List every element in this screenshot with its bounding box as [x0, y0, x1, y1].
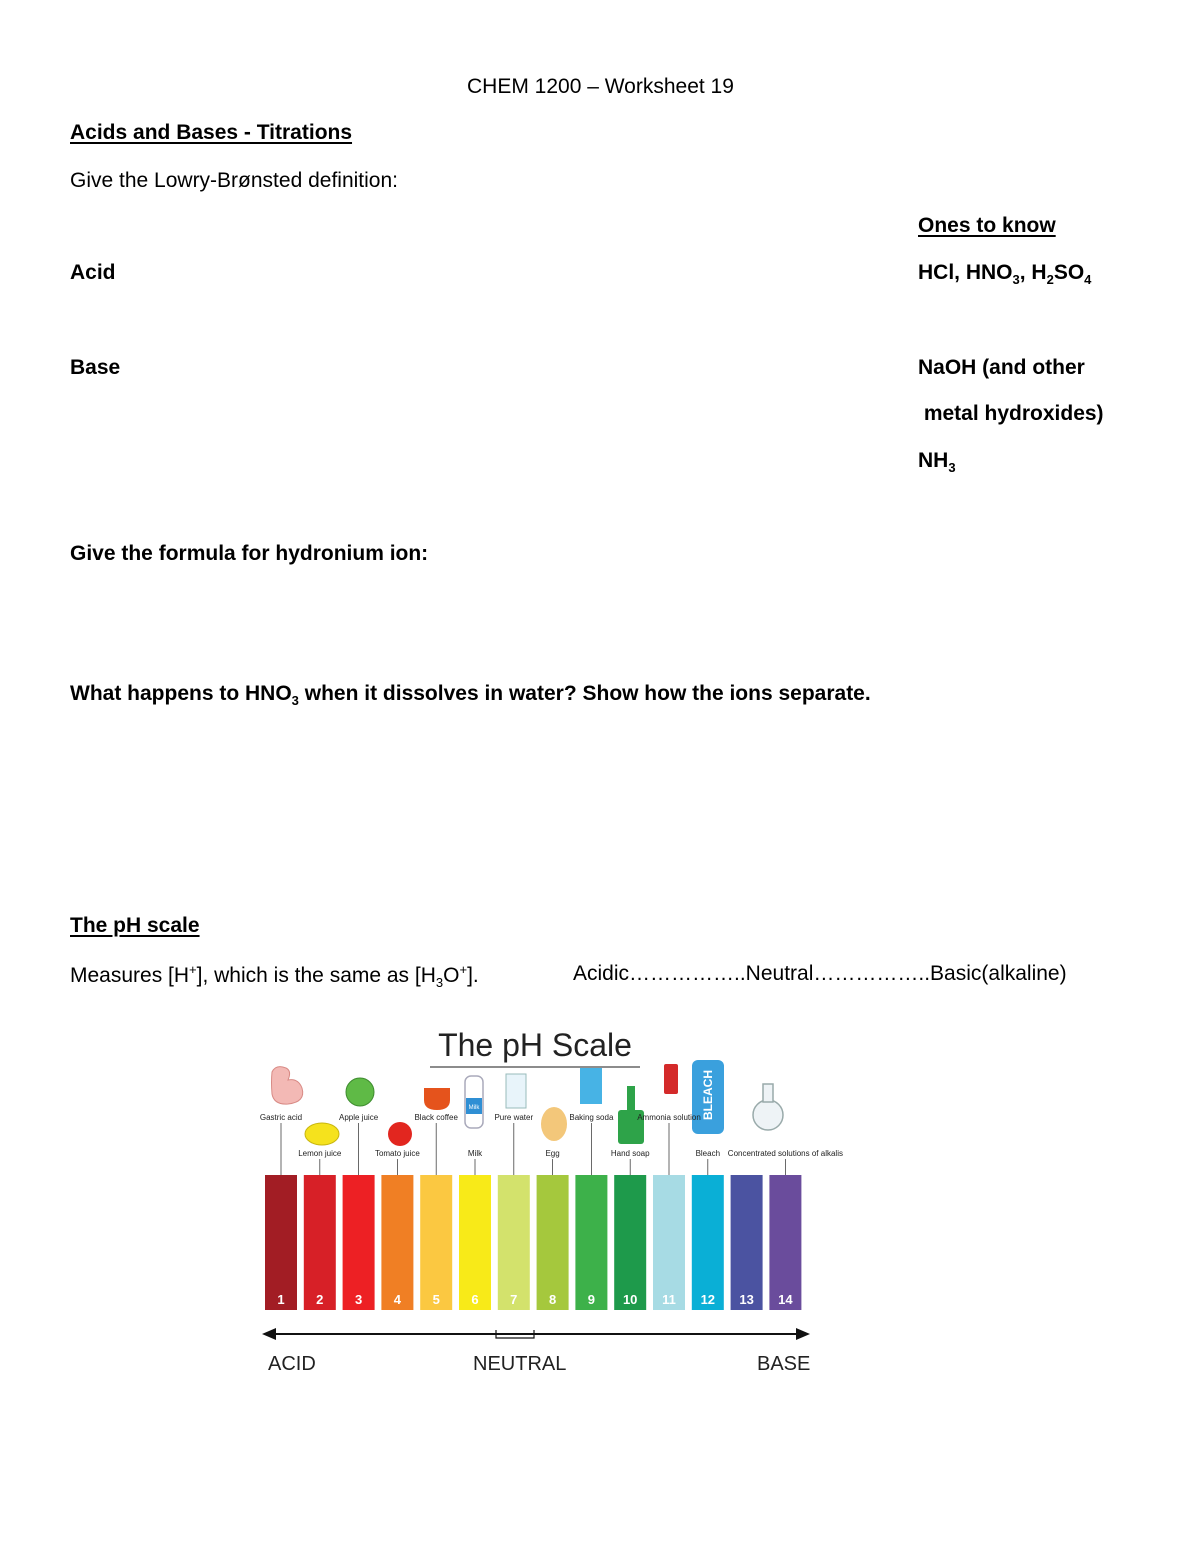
ph-number-4: 4 — [393, 1292, 402, 1307]
subscript: 3 — [291, 693, 299, 709]
baking-soda-icon — [580, 1068, 602, 1104]
base-label: BASE — [757, 1353, 811, 1375]
ph-bar-3 — [343, 1175, 375, 1310]
water-glass-icon — [506, 1074, 526, 1108]
ph-bar-10 — [614, 1175, 646, 1310]
measures-text-a: Measures [H — [70, 964, 190, 987]
label-low-2: Milk — [467, 1149, 483, 1158]
ph-scale-figure — [230, 1020, 843, 1390]
subscript: 2 — [1046, 272, 1054, 288]
label-top-4: Baking soda — [569, 1113, 614, 1122]
tomato-icon — [388, 1122, 412, 1146]
ph-bar-4 — [381, 1175, 413, 1310]
measures-text-b: ], which is the same as [H — [196, 964, 436, 987]
base-example-metal-hydroxides: metal hydroxides) — [918, 402, 1104, 425]
acid-label: ACID — [268, 1353, 316, 1375]
ph-bar-8 — [537, 1175, 569, 1310]
label-low-5: Bleach — [695, 1149, 721, 1158]
apple-icon — [346, 1078, 374, 1106]
label-top-3: Pure water — [494, 1113, 534, 1122]
neutral-label: NEUTRAL — [473, 1353, 567, 1375]
subscript: 3 — [948, 460, 956, 476]
ph-bar-1 — [265, 1175, 297, 1310]
ph-number-13: 13 — [739, 1292, 754, 1307]
subscript: 3 — [1012, 272, 1020, 288]
ph-number-5: 5 — [432, 1292, 440, 1307]
flask-icon — [753, 1100, 783, 1130]
label-low-4: Hand soap — [610, 1149, 650, 1158]
ph-bar-5 — [420, 1175, 452, 1310]
subscript: 3 — [435, 975, 444, 991]
ph-number-1: 1 — [277, 1292, 285, 1307]
label-low-3: Egg — [545, 1149, 560, 1158]
acid-example-hno: HNO — [965, 261, 1013, 284]
ph-number-8: 8 — [548, 1292, 557, 1307]
bleach-text: BLEACH — [701, 1070, 715, 1120]
label-top-2: Black coffee — [414, 1113, 458, 1122]
superscript: + — [459, 962, 468, 977]
ph-bar-7 — [498, 1175, 530, 1310]
base-example-nh3 — [918, 450, 956, 474]
lemon-icon — [305, 1123, 339, 1145]
ammonia-bottle-icon — [664, 1064, 678, 1094]
ph-number-11: 11 — [662, 1292, 676, 1307]
label-low-0: Lemon juice — [298, 1149, 342, 1158]
measures-text-d: ]. — [467, 964, 479, 987]
base-label: Base — [70, 356, 121, 379]
coffee-cup-icon — [424, 1088, 450, 1110]
ph-bar-2 — [304, 1175, 336, 1310]
ph-number-10: 10 — [622, 1292, 638, 1307]
section-heading-acids-bases: Acids and Bases - Titrations — [70, 121, 353, 144]
acid-examples — [918, 262, 1091, 286]
soap-pump-icon — [627, 1086, 635, 1110]
ph-number-9: 9 — [587, 1292, 596, 1307]
acid-example-h2so4: H — [1031, 261, 1047, 284]
arrow-right-head — [796, 1328, 810, 1340]
hydronium-prompt: Give the formula for hydronium ion: — [70, 542, 429, 565]
measures-text-c: O — [443, 964, 460, 987]
ph-number-14: 14 — [778, 1292, 793, 1307]
acidic-neutral-basic-line: Acidic……………..Neutral……………..Basic(alkaline) — [573, 962, 1067, 985]
stomach-icon — [272, 1067, 303, 1104]
superscript: + — [189, 962, 197, 977]
prompt-text-b: when it dissolves in water? Show how the ions separate. — [298, 682, 871, 705]
egg-icon — [541, 1107, 567, 1141]
illustrations — [272, 1060, 784, 1146]
label-low-6: Concentrated solutions of alkalis — [727, 1149, 843, 1158]
ph-bar-12 — [692, 1175, 724, 1310]
ph-bars — [265, 1175, 801, 1310]
acid-label: Acid — [70, 261, 116, 284]
figure-title: The pH Scale — [438, 1027, 632, 1063]
subscript: 4 — [1084, 272, 1092, 288]
acid-example-hcl: HCl, — [918, 261, 966, 284]
flask-neck-icon — [763, 1084, 773, 1102]
label-top-1: Apple juice — [339, 1113, 379, 1122]
ones-to-know-heading: Ones to know — [918, 214, 1056, 237]
ph-bar-6 — [459, 1175, 491, 1310]
section-heading-ph-scale: The pH scale — [70, 914, 200, 937]
nh-text: NH — [918, 449, 949, 472]
ph-number-12: 12 — [700, 1292, 716, 1307]
measures-line — [70, 963, 479, 989]
definition-prompt: Give the Lowry-Brønsted definition: — [70, 169, 398, 192]
label-top-5: Ammonia solution — [637, 1113, 701, 1122]
hno3-dissolve-prompt — [70, 683, 871, 707]
ph-bar-14 — [769, 1175, 801, 1310]
worksheet-title: CHEM 1200 – Worksheet 19 — [467, 75, 734, 98]
ph-number-7: 7 — [510, 1292, 518, 1307]
ph-bar-13 — [731, 1175, 763, 1310]
ph-bar-11 — [653, 1175, 685, 1310]
ph-number-2: 2 — [316, 1292, 324, 1307]
arrow-left-head — [262, 1328, 276, 1340]
milk-text: Milk — [468, 1105, 480, 1111]
ph-number-6: 6 — [471, 1292, 479, 1307]
ph-bar-9 — [575, 1175, 607, 1310]
label-top-0: Gastric acid — [259, 1113, 303, 1122]
label-low-1: Tomato juice — [374, 1149, 420, 1158]
acid-example-so: SO — [1053, 261, 1085, 284]
separator: , — [1019, 261, 1032, 284]
base-example-naoh: NaOH (and other — [918, 356, 1085, 379]
prompt-text-a: What happens to HNO — [70, 682, 292, 705]
ph-number-3: 3 — [354, 1292, 363, 1307]
